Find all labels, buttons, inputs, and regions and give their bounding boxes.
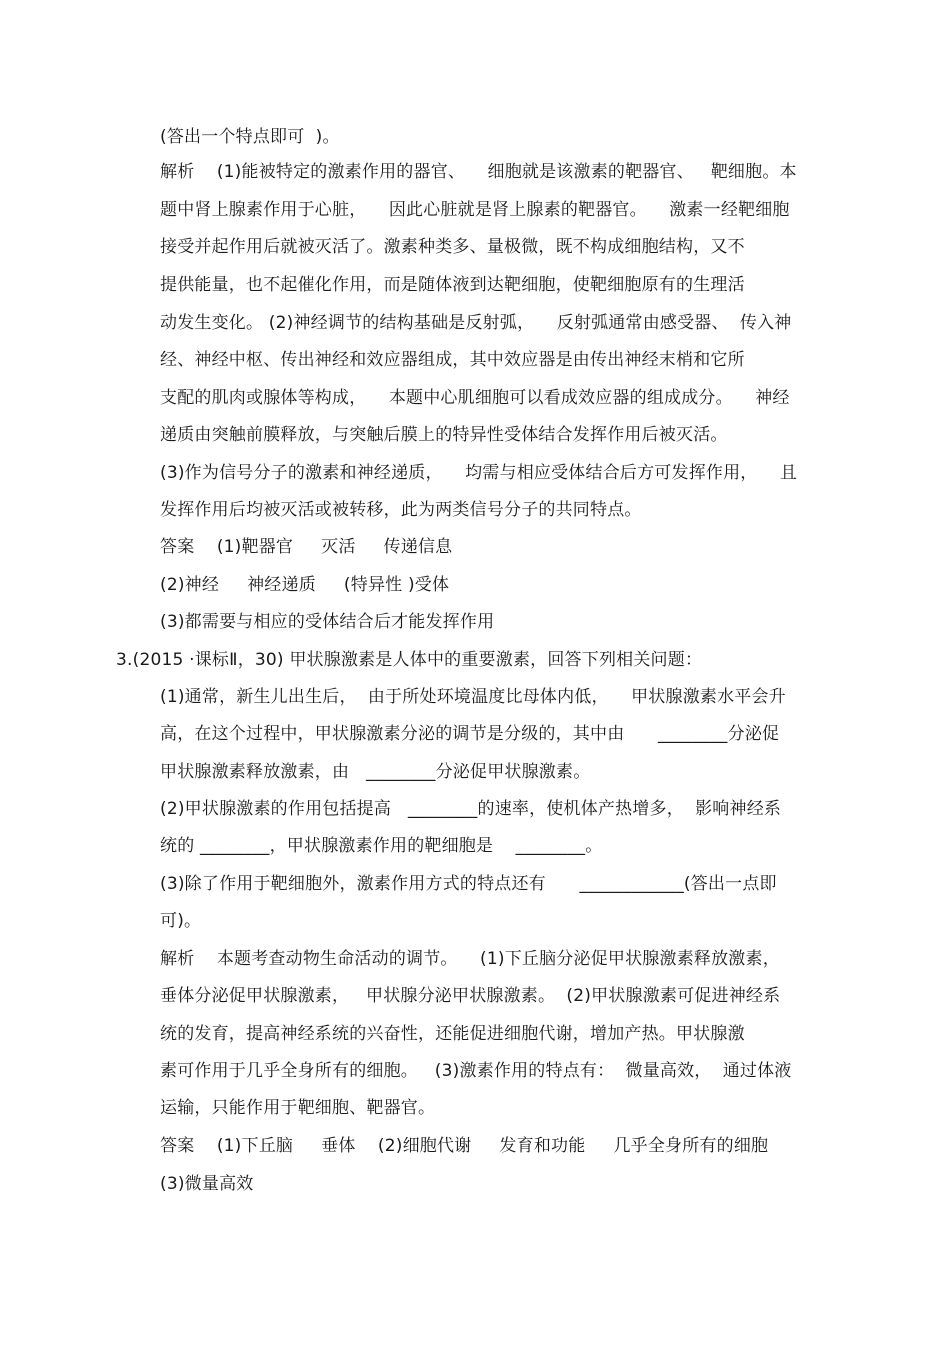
text-line: 高，在这个过程中，甲状腺激素分泌的调节是分级的，其中由 ________分泌促 [160, 724, 780, 744]
text-line: 垂体分泌促甲状腺激素， 甲状腺分泌甲状腺激素。 (2)甲状腺激素可促进神经系 [160, 986, 781, 1006]
answer-line: (3)都需要与相应的受体结合后才能发挥作用 [160, 612, 495, 632]
text-line: 解析 本题考查动物生命活动的调节。 (1)下丘脑分泌促甲状腺激素释放激素， [160, 949, 780, 969]
text-line: 接受并起作用后就被灭活了。激素种类多、量极微，既不构成细胞结构，又不 [160, 237, 745, 257]
text-line: 可)。 [160, 911, 202, 931]
text-line: 题中肾上腺素作用于心脏， 因此心脏就是肾上腺素的靶器官。 激素一经靶细胞 [160, 200, 790, 220]
text-line: 甲状腺激素释放激素，由 ________分泌促甲状腺激素。 [160, 762, 591, 782]
text-line: 运输，只能作用于靶细胞、靶器官。 [160, 1098, 436, 1118]
text-line: 动发生变化。 (2)神经调节的结构基础是反射弧， 反射弧通常由感受器、 传入神 [160, 313, 792, 333]
answer-line: (3)微量高效 [160, 1174, 254, 1194]
text-line: 解析 (1)能被特定的激素作用的器官、 细胞就是该激素的靶器官、 靶细胞。本 [160, 162, 797, 182]
answer-line: (2)神经 神经递质 (特异性 )受体 [160, 575, 450, 595]
text-line: (3)作为信号分子的激素和神经递质， 均需与相应受体结合后方可发挥作用， 且 [160, 463, 798, 483]
text-line: (2)甲状腺激素的作用包括提高 ________的速率，使机体产热增多， 影响神经系 [160, 799, 782, 819]
text-line: 提供能量，也不起催化作用，而是随体液到达靶细胞，使靶细胞原有的生理活 [160, 275, 745, 295]
text-line: 支配的肌肉或腺体等构成， 本题中心肌细胞可以看成效应器的组成成分。 神经 [160, 388, 790, 408]
text-line: 统的发育，提高神经系统的兴奋性，还能促进细胞代谢，增加产热。甲状腺激 [160, 1024, 745, 1044]
text-line: 素可作用于几乎全身所有的细胞。 (3)激素作用的特点有： 微量高效， 通过体液 [160, 1061, 792, 1081]
text-line: 统的 ________，甲状腺激素作用的靶细胞是 ________。 [160, 836, 603, 856]
text-line: 发挥作用后均被灭活或被转移，此为两类信号分子的共同特点。 [160, 500, 642, 520]
answer-line: 答案 (1)靶器官 灭活 传递信息 [160, 537, 453, 557]
text-line: 经、神经中枢、传出神经和效应器组成，其中效应器是由传出神经末梢和它所 [160, 350, 745, 370]
answer-line: 答案 (1)下丘脑 垂体 (2)细胞代谢 发育和功能 几乎全身所有的细胞 [160, 1136, 769, 1156]
question-heading: 3.(2015 ·课标Ⅱ，30) 甲状腺激素是人体中的重要激素，回答下列相关问题： [116, 650, 703, 670]
text-line: (1)通常，新生儿出生后， 由于所处环境温度比母体内低， 甲状腺激素水平会升 [160, 687, 786, 707]
text-line: 递质由突触前膜释放，与突触后膜上的特异性受体结合发挥作用后被灭活。 [160, 425, 728, 445]
text-line: (3)除了作用于靶细胞外，激素作用方式的特点还有 ____________(答出一点即 [160, 874, 777, 894]
text-line: (答出一个特点即可 )。 [160, 127, 340, 147]
